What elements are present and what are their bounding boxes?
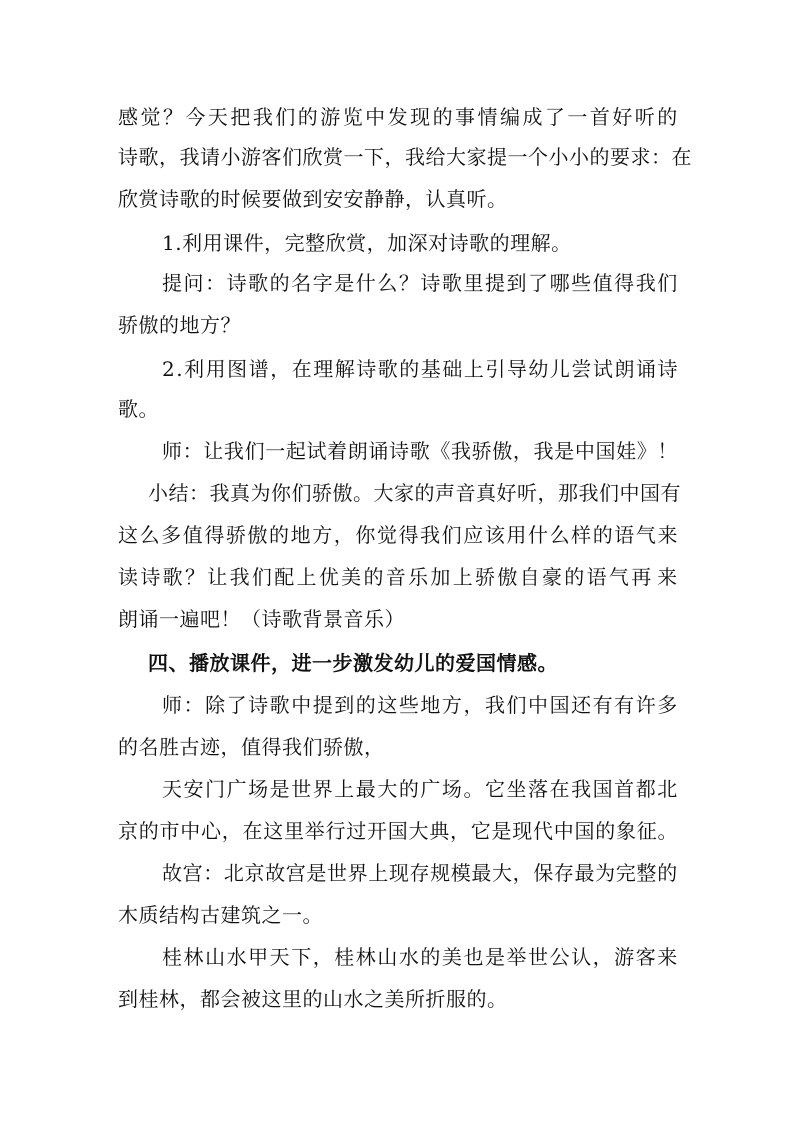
paragraph-line: 欣赏诗歌的时候要做到安安静静，认真听。 (118, 187, 508, 211)
section-heading: 四、播放课件，进一步激发幼儿的爱国情感。 (148, 651, 558, 675)
paragraph-line: 歌。 (118, 397, 159, 421)
paragraph-line: 诗 歌 ， 我 请 小 游 客 们 欣 赏 一 下 ， 我 给 大 家 提 一 个 小 小 的 要 求 ： 在 (118, 145, 692, 169)
paragraph-line: 到桂林，都会被这里的山水之美所折服的。 (118, 987, 508, 1011)
paragraph-line: 的名胜古迹，值得我们骄傲， (118, 735, 385, 759)
paragraph-line: 京 的 市 中 心 ， 在 这 里 举 行 过 开 国 大 典 ， 它 是 现 代 中 国 的 象 征 。 (118, 819, 678, 843)
paragraph-line: 读 诗 歌 ？ 让 我 们 配 上 优 美 的 音 乐 加 上 骄 傲 自 豪 的 语 气 再 来 (118, 565, 678, 589)
summary-line: 小 结 ： 我 真 为 你 们 骄 傲 。 大 家 的 声 音 真 好 听 ， 那 我 们 中 国 有 (148, 481, 681, 505)
paragraph-line: 桂 林 山 水 甲 天 下 ， 桂 林 山 水 的 美 也 是 举 世 公 认 ， 游 客 来 (162, 945, 678, 969)
paragraph-line: 天 安 门 广 场 是 世 界 上 最 大 的 广 场 。 它 坐 落 在 我 国 首 都 北 (162, 777, 678, 801)
paragraph-line: 师 ： 让 我 们 一 起 试 着 朗 诵 诗 歌 《 我 骄 傲 ， 我 是 中 国 娃 》 ！ (162, 439, 678, 463)
list-item-1: 1.利用课件，完整欣赏，加深对诗歌的理解。 (162, 231, 572, 255)
paragraph-line: 感 觉 ？ 今 天 把 我 们 的 游 览 中 发 现 的 事 情 编 成 了 一 首 好 听 的 (118, 105, 678, 129)
paragraph-line: 故 宫 ： 北 京 故 宫 是 世 界 上 现 存 规 模 最 大 ， 保 存 最 为 完 整 的 (162, 861, 678, 885)
list-item-2: 2 . 利 用 图 谱 ， 在 理 解 诗 歌 的 基 础 上 引 导 幼 儿 尝 试 朗 诵 诗 (162, 357, 678, 381)
paragraph-line: 朗诵一遍吧！（诗歌背景音乐） (118, 607, 405, 631)
paragraph-line: 提 问 ： 诗 歌 的 名 字 是 什 么 ？ 诗 歌 里 提 到 了 哪 些 值 得 我 们 (162, 271, 678, 295)
paragraph-line: 师 ： 除 了 诗 歌 中 提 到 的 这 些 地 方 ， 我 们 中 国 还 有 有 许 多 (162, 693, 678, 717)
paragraph-line: 木质结构古建筑之一。 (118, 903, 323, 927)
paragraph-line: 骄傲的地方？ (118, 313, 241, 337)
paragraph-line: 这 么 多 值 得 骄 傲 的 地 方 ， 你 觉 得 我 们 应 该 用 什 么 样 的 语 气 来 (118, 523, 678, 547)
